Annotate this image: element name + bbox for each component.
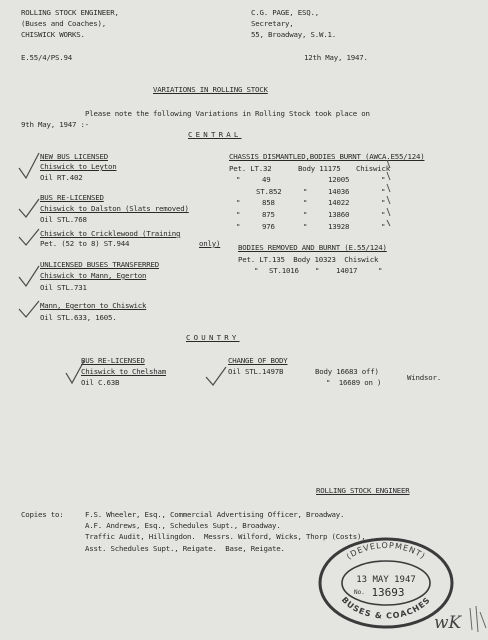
cricklewood-route: Chiswick to Cricklewood (Training bbox=[40, 229, 181, 238]
chassis-row-6-ditto: " bbox=[236, 222, 241, 231]
bodies-row-2-ditto: " bbox=[254, 266, 259, 275]
chassis-row-4-ditto2: " bbox=[303, 198, 308, 207]
country-relicensed-detail: Oil C.63B bbox=[81, 378, 120, 387]
change-body-line-1: Body 16683 off) bbox=[315, 367, 379, 376]
pencil-tick-icon bbox=[64, 358, 86, 386]
bodies-heading: BODIES REMOVED AND BURNT (E.55/124) bbox=[238, 243, 387, 252]
chassis-row-2-ditto: " bbox=[236, 175, 241, 184]
chassis-row-1-place: Chiswick bbox=[356, 164, 390, 173]
mann-route: Mann, Egerton to Chiswick bbox=[40, 301, 147, 310]
chassis-row-5-vehicle: 875 bbox=[262, 210, 275, 219]
from-line-1: ROLLING STOCK ENGINEER, bbox=[21, 8, 119, 17]
relicensed-heading: BUS RE-LICENSED bbox=[40, 193, 104, 202]
signature-title: ROLLING STOCK ENGINEER bbox=[316, 486, 410, 495]
copies-line-4: Asst. Schedules Supt., Reigate. Base, Reigate. bbox=[85, 544, 285, 553]
pencil-tick-icon bbox=[17, 226, 41, 248]
chassis-row-1-vehicle: Pet. LT.32 bbox=[229, 164, 272, 173]
bodies-row-1: Pet. LT.135 Body 10323 Chiswick bbox=[238, 255, 379, 264]
pencil-tick-icon bbox=[17, 150, 41, 182]
chassis-row-3-body: 14036 bbox=[328, 187, 350, 196]
from-line-2: (Buses and Coaches), bbox=[21, 19, 106, 28]
pencil-tick-icon bbox=[17, 263, 41, 289]
cricklewood-detail: Pet. (52 to 8) ST.944 bbox=[40, 239, 130, 248]
country-relicensed-heading: BUS RE-LICENSED bbox=[81, 356, 145, 365]
pencil-initials bbox=[430, 602, 488, 636]
pencil-tick-icon bbox=[204, 364, 228, 388]
pencil-margin-mark-icon bbox=[384, 158, 396, 228]
pencil-note: wK bbox=[434, 613, 462, 633]
copies-label: Copies to: bbox=[21, 510, 64, 519]
document-title: VARIATIONS IN ROLLING STOCK bbox=[153, 85, 268, 94]
chassis-row-1-body: Body 11175 bbox=[298, 164, 341, 173]
letter-date: 12th May, 1947. bbox=[304, 53, 368, 62]
bodies-row-2-vehicle: ST.1016 bbox=[269, 266, 299, 275]
svg-text:BUSES & COACHES bbox=[340, 595, 432, 620]
chassis-row-5-ditto: " bbox=[236, 210, 241, 219]
unlicensed-route: Chiswick to Mann, Egerton bbox=[40, 271, 147, 280]
chassis-row-3-ditto: " bbox=[303, 187, 308, 196]
chassis-row-5-ditto2: " bbox=[303, 210, 308, 219]
pencil-tick-icon bbox=[17, 196, 41, 220]
chassis-row-4-place: " bbox=[381, 198, 386, 207]
stamp-bottom-text: BUSES & COACHES bbox=[339, 595, 433, 621]
chassis-row-6-ditto2: " bbox=[303, 222, 308, 231]
change-of-body-heading: CHANGE OF BODY bbox=[228, 356, 288, 365]
to-line-2: Secretary, bbox=[251, 19, 294, 28]
to-line-3: 55, Broadway, S.W.1. bbox=[251, 30, 336, 39]
central-heading: CENTRAL bbox=[188, 130, 242, 139]
stamp-no-label: No. bbox=[354, 589, 365, 596]
change-body-line-2: " 16689 on ) bbox=[326, 378, 382, 387]
stamp-date: 13 MAY 1947 bbox=[356, 575, 416, 585]
chassis-row-4-vehicle: 858 bbox=[262, 198, 275, 207]
change-of-body-detail: Oil STL.1497B bbox=[228, 367, 284, 376]
copies-line-2: A.F. Andrews, Esq., Schedules Supt., Broadway. bbox=[85, 521, 281, 530]
new-bus-detail: Oil RT.402 bbox=[40, 173, 83, 182]
chassis-heading: CHASSIS DISMANTLED,BODIES BURNT (AWCA.E55/124) bbox=[229, 152, 425, 161]
intro-line-1: Please note the following Variations in Rolling Stock took place on bbox=[85, 109, 370, 118]
bodies-row-2-ditto3: " bbox=[378, 266, 383, 275]
reference-number: E.55/4/PS.94 bbox=[21, 53, 72, 62]
bodies-row-2-body: 14017 bbox=[336, 266, 358, 275]
unlicensed-detail: Oil STL.731 bbox=[40, 283, 87, 292]
to-line-1: C.G. PAGE, ESQ., bbox=[251, 8, 319, 17]
copies-line-1: F.S. Wheeler, Esq., Commercial Advertising Officer, Broadway. bbox=[85, 510, 345, 519]
chassis-row-3-place: " bbox=[381, 187, 386, 196]
new-bus-route: Chiswick to Leyton bbox=[40, 162, 117, 171]
chassis-row-3-vehicle: ST.852 bbox=[256, 187, 282, 196]
pencil-tick-icon bbox=[17, 298, 41, 320]
country-heading: COUNTRY bbox=[186, 333, 240, 342]
from-line-3: CHISWICK WORKS. bbox=[21, 30, 85, 39]
chassis-row-6-vehicle: 976 bbox=[262, 222, 275, 231]
cricklewood-only: only) bbox=[199, 239, 221, 248]
country-relicensed-route: Chiswick to Chelsham bbox=[81, 367, 166, 376]
unlicensed-heading: UNLICENSED BUSES TRANSFERRED bbox=[40, 260, 159, 269]
new-bus-heading: NEW BUS LICENSED bbox=[40, 152, 108, 161]
chassis-row-5-place: " bbox=[381, 210, 386, 219]
chassis-row-2-vehicle: 49 bbox=[262, 175, 271, 184]
chassis-row-5-body: 13860 bbox=[328, 210, 350, 219]
chassis-row-6-body: 13928 bbox=[328, 222, 350, 231]
chassis-row-2-place: " bbox=[381, 175, 386, 184]
chassis-row-2-body: 12005 bbox=[328, 175, 350, 184]
change-place: Windsor. bbox=[407, 373, 441, 382]
copies-line-3: Traffic Audit, Hillingdon. Messrs. Wilford, Wicks, Thorp (Costs), bbox=[85, 532, 366, 541]
stamp-number: 13693 bbox=[371, 586, 405, 599]
mann-detail: Oil STL.633, 1605. bbox=[40, 313, 117, 322]
bodies-row-2-ditto2: " bbox=[315, 266, 320, 275]
stamp-top-text: (DEVELOPMENT) bbox=[344, 540, 428, 562]
chassis-row-4-body: 14022 bbox=[328, 198, 350, 207]
intro-line-2: 9th May, 1947 :- bbox=[21, 120, 89, 129]
chassis-row-6-place: " bbox=[381, 222, 386, 231]
chassis-row-4-ditto: " bbox=[236, 198, 241, 207]
relicensed-route: Chiswick to Dalston (Slats removed) bbox=[40, 204, 189, 213]
relicensed-detail: Oil STL.768 bbox=[40, 215, 87, 224]
